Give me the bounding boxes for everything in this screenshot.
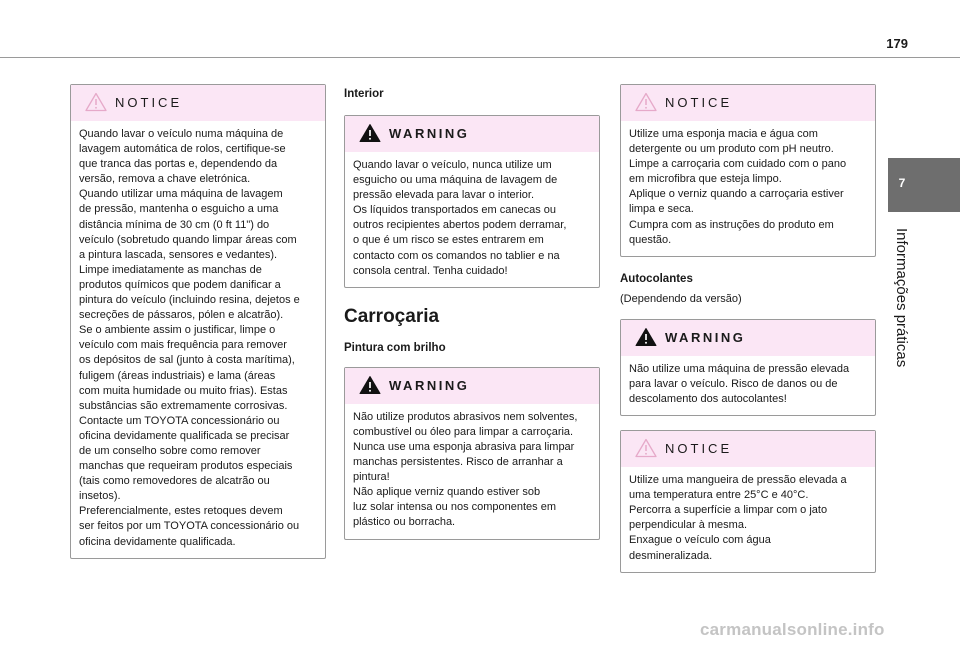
chapter-number: 7 [898,176,906,190]
column-2 [344,84,600,540]
notice-box-sponge [620,84,876,257]
notice-header [621,431,875,467]
text-line: manchas persistentes. Risco de arranhar a [353,456,563,469]
text-line: Nunca use uma esponja abrasiva para limpar [353,440,575,453]
text-line: de um conselho sobre como remover [79,444,261,457]
text-line: ser feitos por um TOYOTA concessionário ou [79,520,300,533]
text-line: luz solar intensa ou nos componentes em [353,501,557,514]
text-line: Utilize uma mangueira de pressão elevada a [629,474,847,487]
text-line: Enxague o veículo com água [629,534,771,547]
warning-body [345,152,599,287]
interior-heading: Interior [344,88,384,100]
text-line: com muita humidade ou muito frias). Estas [79,384,288,397]
notice-header [621,85,875,121]
text-line: manchas que requeiram produtos especiais [79,460,293,473]
chapter-title: Informações práticas [893,228,910,368]
notice-label: NOTICE [665,441,733,457]
text-line: oficina devidamente qualificada. [79,535,236,548]
text-line: combustível ou óleo para limpar a carroçaria. [353,425,574,438]
warning-box-interior [344,115,600,288]
notice-label: NOTICE [115,95,183,110]
caution-outline-icon [85,92,107,112]
text-line: plástico ou borracha. [353,516,456,529]
text-line: pintura do veículo (incluindo resina, dejetos e [79,294,300,307]
text-line: pressão elevada para lavar o interior. [353,189,534,202]
text-line: Quando lavar o veículo, nunca utilize um [353,159,552,171]
text-line: a pintura lascada, sensores e vedantes). [79,248,278,261]
text-line: substâncias são extremamente corrosivas. [79,399,288,412]
text-line: Limpe imediatamente as manchas de [79,263,262,276]
text-line: uma temperatura entre 25°C e 40°C. [629,489,809,502]
warning-icon [359,375,381,395]
text-line: consola central. Tenha cuidado! [353,264,508,277]
text-line: distância mínima de 30 cm (0 ft 11") do [79,218,270,231]
text-line: detergente ou um produto com pH neutro. [629,143,834,156]
header-divider [0,57,960,58]
text-line: contacto com os comandos no tablier e na [353,249,560,262]
caution-outline-icon [635,438,657,458]
caution-outline-icon [635,92,657,112]
text-line: para lavar o veículo. Risco de danos ou de [629,377,838,390]
text-line: fuligem (áreas industriais) e lama (áreas [79,369,276,382]
text-line: oficina devidamente qualificada se precisar [79,429,290,442]
text-line: (tais como removedores de alcatrão ou [79,475,270,488]
warning-body [621,356,875,415]
text-line: pintura! [353,471,390,484]
warning-label: WARNING [389,377,470,393]
notice-body [621,121,875,256]
watermark: carmanualsonline.info [700,620,885,639]
warning-header [345,368,599,404]
text-line: versão, remova a chave eletrónica. [79,173,251,186]
section-heading: Carroçaria [344,305,440,327]
text-line: secreções de pássaros, pólen e alcatrão). [79,309,284,322]
warning-header [345,116,599,152]
text-line: Os líquidos transportados em canecas ou [353,204,557,217]
text-line: desmineralizada. [629,549,713,562]
text-line: que tranca das portas e, dependendo da [79,158,278,171]
warning-body [345,404,599,539]
text-line: Utilize uma esponja macia e água com [629,128,818,140]
text-line: outros recipientes abertos podem derramar, [353,219,567,232]
warning-header [621,320,875,356]
notice-box-hose [620,430,876,573]
column-1 [70,84,326,559]
notice-body [621,467,875,572]
text-line: Quando lavar o veículo numa máquina de [79,128,284,140]
text-line: Quando utilizar uma máquina de lavagem [79,188,283,201]
warning-box-paint [344,367,600,540]
text-line: Cumpra com as instruções do produto em [629,218,834,231]
text-line: Limpe a carroçaria com cuidado com o pano [629,158,847,171]
text-line: veículo (sobretudo quando limpar áreas com [79,233,297,246]
text-line: de pressão, mantenha o esguicho a uma [79,203,279,216]
text-line: produtos químicos que podem danificar a [79,278,281,291]
paint-heading: Pintura com brilho [344,341,446,354]
warning-icon [359,123,381,143]
text-line: Preferencialmente, estes retoques devem [79,505,283,518]
text-line: em microfibra que esteja limpo. [629,173,782,186]
text-line: insetos). [79,490,121,503]
notice-header [71,85,325,121]
text-line: veículo com mais frequência para remover [79,339,287,352]
notice-body [71,121,325,558]
notice-box [70,84,326,559]
text-line: Se o ambiente assim o justificar, limpe o [79,324,276,337]
notice-label: NOTICE [665,95,733,110]
warning-box-stickers [620,319,876,416]
text-line: Contacte um TOYOTA concessionário ou [79,414,280,427]
text-line: Percorra a superfície a limpar com o jato [629,504,828,517]
text-line: esguicho ou uma máquina de lavagem de [353,174,558,187]
text-line: Não aplique verniz quando estiver sob [353,486,541,499]
warning-label: WARNING [389,126,470,141]
text-line: Aplique o verniz quando a carroçaria estiver [629,188,844,201]
text-line: os depósitos de sal (junto à costa marítima), [79,354,295,367]
text-line: descolamento dos autocolantes! [629,392,787,405]
stickers-note: (Dependendo da versão) [620,292,742,305]
warning-icon [635,327,657,347]
stickers-heading: Autocolantes [620,272,693,285]
text-line: Não utilize produtos abrasivos nem solventes, [353,410,578,423]
text-line: o que é um risco se estes entrarem em [353,234,544,247]
text-line: perpendicular à mesma. [629,519,748,532]
column-3 [620,84,876,573]
text-line: limpa e seca. [629,203,694,216]
text-line: lavagem automática de rolos, certifique-se [79,143,286,156]
warning-label: WARNING [665,329,746,345]
page-number: 179 [886,36,908,51]
text-line: questão. [629,233,672,246]
text-line: Não utilize uma máquina de pressão elevada [629,362,850,375]
